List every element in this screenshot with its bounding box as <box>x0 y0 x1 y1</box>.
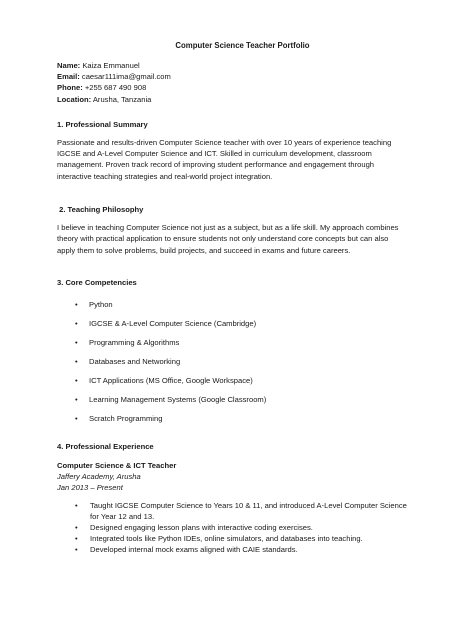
list-item <box>61 299 428 318</box>
contact-value: Arusha, Tanzania <box>91 94 152 104</box>
list-item-text: ICT Applications (MS Office, Google Workspace) <box>89 375 253 385</box>
list-item-text: IGCSE & A-Level Computer Science (Cambridge) <box>89 318 257 328</box>
contact-label: Name: <box>57 61 81 70</box>
summary-paragraph <box>57 137 428 182</box>
job-dates: Jan 2013 – Present <box>57 482 123 492</box>
bullet-icon: • <box>75 337 78 347</box>
list-item <box>61 522 428 533</box>
paragraph-line: theory with practical application to ensure students not only understand core concepts but can also <box>57 234 389 244</box>
list-item <box>61 337 428 356</box>
list-item <box>61 413 428 432</box>
bullet-icon: • <box>75 522 78 532</box>
contact-block <box>57 60 428 105</box>
section-heading-experience: 4. Professional Experience <box>57 441 154 451</box>
list-item-text: Databases and Networking <box>89 356 181 366</box>
bullet-icon: • <box>75 500 78 510</box>
bullet-icon: • <box>75 318 78 328</box>
list-item <box>61 394 428 413</box>
paragraph-line: I believe in teaching Computer Science not just as a subject, but as a life skill. My approach combines <box>57 223 399 232</box>
contact-name <box>57 60 428 71</box>
bullet-icon: • <box>75 375 78 385</box>
paragraph-line: management. Proven track record of improving student performance and engagement through <box>57 160 375 170</box>
contact-value: +255 687 490 908 <box>82 83 147 93</box>
section-heading-philosophy: 2. Teaching Philosophy <box>57 205 144 214</box>
contact-phone <box>57 82 428 93</box>
list-item-text: Integrated tools like Python IDEs, online simulators, and databases into teaching. <box>90 533 363 543</box>
contact-value: caesar111ima@gmail.com <box>79 72 171 82</box>
list-item-text: Designed engaging lesson plans with interactive coding exercises. <box>90 522 313 532</box>
list-item <box>61 533 428 544</box>
experience-list <box>57 500 428 555</box>
list-item-text: Programming & Algorithms <box>89 337 180 347</box>
contact-location <box>57 94 428 105</box>
list-item-text: Python <box>89 299 113 309</box>
list-item <box>61 375 428 394</box>
list-item-text: Learning Management Systems (Google Classroom) <box>89 394 267 404</box>
list-item-text: for Year 12 and 13. <box>90 511 155 521</box>
list-item-text: Developed internal mock exams aligned with CAIE standards. <box>90 544 298 554</box>
section-heading-competencies: 3. Core Competencies <box>57 277 137 287</box>
bullet-icon: • <box>75 413 78 423</box>
bullet-icon: • <box>75 533 78 543</box>
list-item <box>61 500 428 522</box>
page-title: Computer Science Teacher Portfolio <box>175 41 310 50</box>
list-item-text: Taught IGCSE Computer Science to Years 10 & 11, and introduced A-Level Computer Science <box>90 500 407 510</box>
job-employer: Jaffery Academy, Arusha <box>57 471 141 481</box>
job-title: Computer Science & ICT Teacher <box>57 460 177 470</box>
list-item <box>61 544 428 555</box>
contact-value: Kaiza Emmanuel <box>80 61 140 70</box>
philosophy-paragraph <box>57 222 428 256</box>
list-item-text: Scratch Programming <box>89 413 163 423</box>
list-item <box>61 318 428 337</box>
list-item <box>61 356 428 375</box>
paragraph-line: apply them to solve problems, build projects, and succeed in exams and future careers. <box>57 245 351 255</box>
contact-label: Email: <box>57 72 80 82</box>
paragraph-line: interactive teaching strategies and real-world project integration. <box>57 171 273 181</box>
contact-label: Location: <box>57 94 92 104</box>
contact-label: Phone: <box>57 83 83 93</box>
bullet-icon: • <box>75 544 78 554</box>
competencies-list <box>57 299 428 432</box>
bullet-icon: • <box>75 394 78 404</box>
section-heading-summary: 1. Professional Summary <box>57 119 148 129</box>
paragraph-line: IGCSE and A-Level Computer Science and ICT. Skilled in curriculum development, classroom <box>57 149 372 159</box>
contact-email <box>57 71 428 82</box>
paragraph-line: Passionate and results-driven Computer Science teacher with over 10 years of experience teaching <box>57 137 392 147</box>
bullet-icon: • <box>75 356 78 366</box>
bullet-icon: • <box>75 299 78 309</box>
